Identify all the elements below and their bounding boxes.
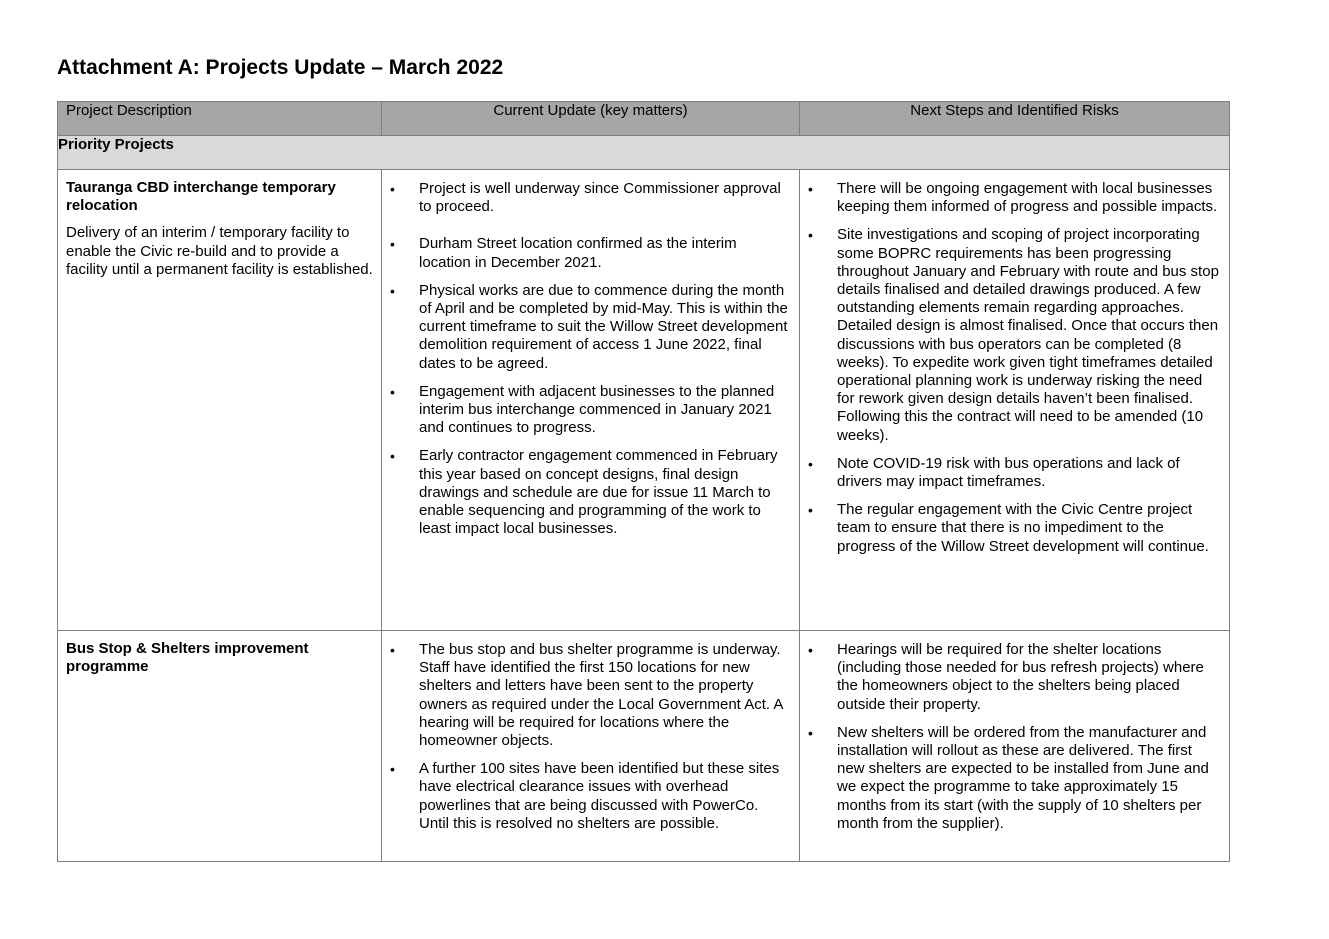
section-row [58, 136, 1230, 170]
header-project-description: Project Description [58, 102, 382, 136]
list-item: • New shelters will be ordered from the manufacturer and installation will rollout as these are delivered. The first new shelters are expected to be installed from June and we expect the programme to take approximately 15 months from its start (with the supply of 10 shelters per month from the supplier). [800, 724, 1221, 833]
current-update-cell [382, 170, 800, 631]
list-item: • Project is well underway since Commissioner approval to proceed. [382, 180, 791, 216]
list-item: • The bus stop and bus shelter programme is underway. Staff have identified the first 150 locations for new shelters and letters have been sent to the property owners as required under the Local Government Act. A hearing will be required for locations where the homeowner objects. [382, 641, 791, 750]
current-update-cell [382, 631, 800, 862]
table-row [58, 631, 1230, 862]
header-next-steps: Next Steps and Identified Risks [800, 102, 1230, 136]
project-description-cell [58, 631, 382, 862]
page-title: Attachment A: Projects Update – March 2022 [57, 56, 504, 79]
project-name: Bus Stop & Shelters improvement programme [66, 640, 309, 676]
list-item: • Hearings will be required for the shelter locations (including those needed for bus refresh projects) where the homeowners object to the shelters being placed outside their property. [800, 641, 1221, 714]
list-item: • There will be ongoing engagement with local businesses keeping them informed of progress and possible impacts. [800, 180, 1221, 216]
header-current-update: Current Update (key matters) [382, 102, 800, 136]
list-item: • Note COVID-19 risk with bus operations and lack of drivers may impact timeframes. [800, 455, 1221, 491]
projects-table [57, 101, 1230, 862]
list-item: • Durham Street location confirmed as the interim location in December 2021. [382, 235, 791, 271]
list-item: • A further 100 sites have been identified but these sites have electrical clearance issues with overhead powerlines that are being discussed with PowerCo. Until this is resolved no shelters are possible. [382, 760, 791, 833]
list-item: • Site investigations and scoping of project incorporating some BOPRC requirements has been progressing throughout January and February with route and bus stop details finalised and detailed drawings produced. A few outstanding elements remain regarding approaches. Detailed design is almost finalised. Once that occurs then discussions with bus operators can be completed (8 weeks). To expedite work given tight timeframes detailed operational planning work is underway risking the need for rework given design details haven’t been finalised. Following this the contract will need to be amended (10 weeks). [800, 226, 1221, 444]
list-item: • The regular engagement with the Civic Centre project team to ensure that there is no impediment to the progress of the Willow Street development will continue. [800, 501, 1221, 556]
section-title: Priority Projects [58, 136, 1230, 170]
table-row [58, 170, 1230, 631]
project-description: Delivery of an interim / temporary facility to enable the Civic re-build and to provide a facility until a permanent facility is established. [66, 224, 373, 278]
next-steps-cell [800, 631, 1230, 862]
project-description-cell [58, 170, 382, 631]
list-item: • Engagement with adjacent businesses to the planned interim bus interchange commenced in January 2021 and continues to progress. [382, 383, 791, 438]
table-header-row [58, 102, 1230, 136]
next-steps-cell [800, 170, 1230, 631]
list-item: • Physical works are due to commence during the month of April and be completed by mid-May. This is within the current timeframe to suit the Willow Street development demolition requirement of access 1 June 2022, final dates to be agreed. [382, 282, 791, 373]
project-name: Tauranga CBD interchange temporary relocation [66, 179, 336, 215]
list-item: • Early contractor engagement commenced in February this year based on concept designs, final design drawings and schedule are due for issue 11 March to enable sequencing and programming of the work to least impact local businesses. [382, 447, 791, 538]
